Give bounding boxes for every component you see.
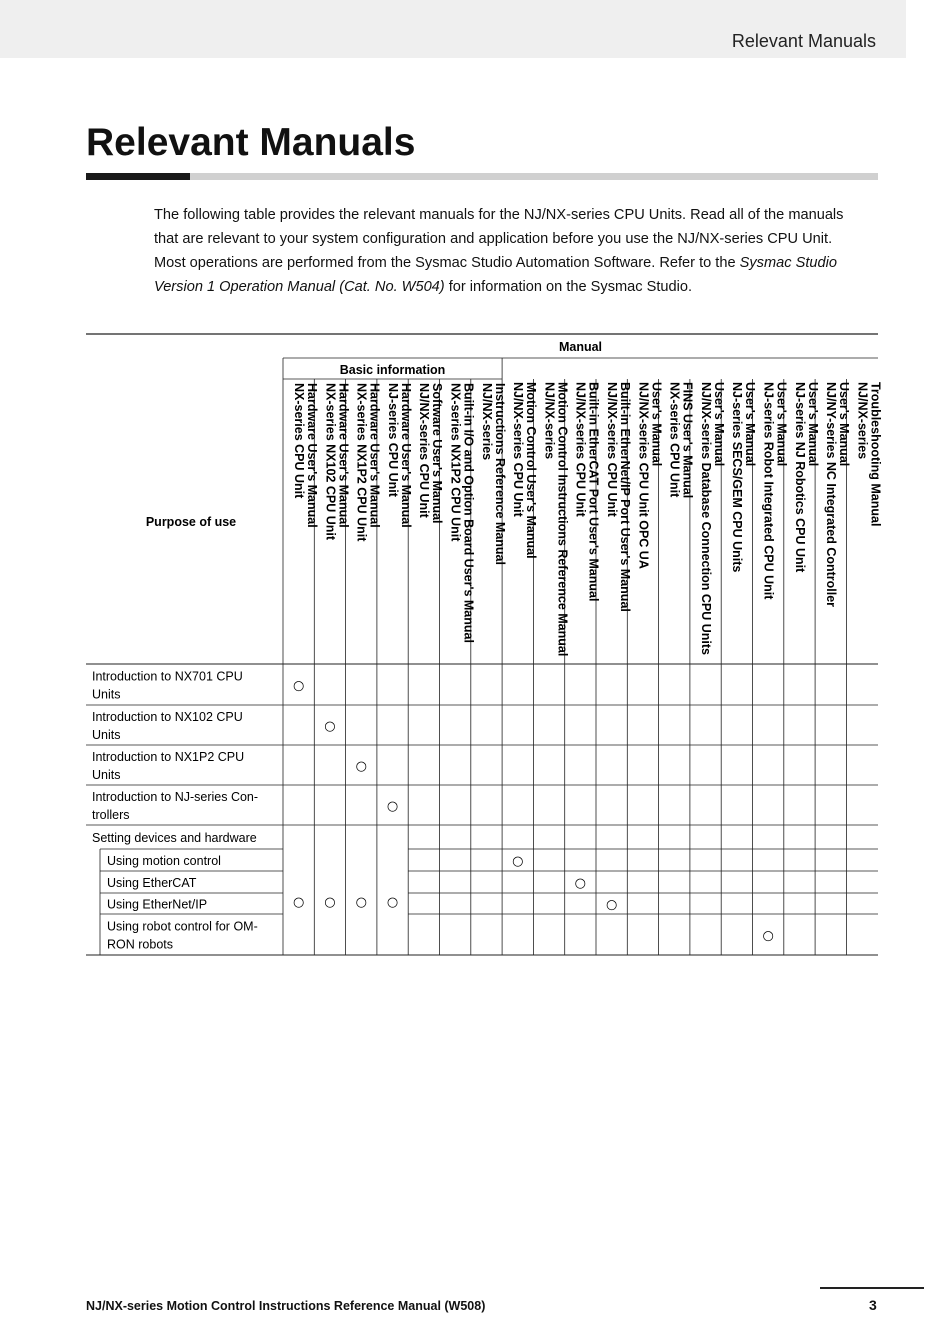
- column-header-10: Built-in EtherCAT Port User's Manual: [586, 382, 601, 602]
- column-header-18: NJ/NY-series NC Integrated Controller: [824, 382, 839, 608]
- row-label: Introduction to NJ-series Con-: [92, 790, 259, 804]
- column-header-8: Motion Control User's Manual: [524, 382, 539, 559]
- applicable-mark: ○: [324, 895, 336, 910]
- row-label: Introduction to NX102 CPU: [92, 710, 243, 724]
- column-header-4: Hardware User's Manual: [398, 383, 413, 528]
- column-header-13: NX-series CPU Unit: [667, 382, 682, 498]
- column-header-7: Instructions Reference Manual: [492, 383, 507, 565]
- column-header-19: NJ/NX-series: [855, 382, 870, 460]
- applicable-mark: ○: [355, 759, 367, 774]
- column-header-18: User's Manual: [837, 382, 852, 467]
- column-header-7: NJ/NX-series: [479, 383, 494, 461]
- column-header-4: NJ-series CPU Unit: [385, 383, 400, 497]
- column-header-16: User's Manual: [774, 382, 789, 467]
- row-label: trollers: [92, 808, 130, 822]
- page-number: 3: [869, 1297, 877, 1313]
- column-header-16: NJ-series Robot Integrated CPU Unit: [761, 382, 776, 600]
- row-label: Introduction to NX1P2 CPU: [92, 750, 245, 764]
- row-label: Using EtherCAT: [107, 876, 197, 890]
- header-section-title: Relevant Manuals: [731, 31, 876, 51]
- column-header-9: NJ/NX-series: [542, 382, 557, 460]
- column-header-3: NX-series NX1P2 CPU Unit: [354, 383, 369, 542]
- column-header-14: User's Manual: [711, 382, 726, 467]
- row-label: Units: [92, 687, 121, 702]
- applicable-mark: ○: [605, 897, 618, 913]
- applicable-mark: ○: [512, 854, 524, 869]
- row-label: Units: [92, 728, 121, 742]
- applicable-mark: ○: [574, 876, 587, 891]
- basic-info-header: Basic information: [339, 363, 446, 377]
- applicable-mark: ○: [355, 895, 367, 910]
- column-header-9: Motion Control Instructions Reference Manual: [555, 382, 570, 657]
- column-header-12: User's Manual: [649, 382, 664, 467]
- column-header-11: Built-in EtherNet/IP Port User's Manual: [618, 382, 632, 612]
- intro-paragraph-1: The following table provides the relevant manuals for the NJ/NX-series CPU Units. Read all of the manuals that are relevant to your system configuration and application before you use the NJ/NX-series CPU Unit.: [154, 207, 844, 247]
- applicable-mark: ○: [324, 719, 336, 734]
- column-header-15: NJ-series SECS/GEM CPU Units: [730, 382, 745, 573]
- applicable-mark: ○: [762, 928, 774, 944]
- column-header-5: Software User's Manual: [430, 383, 445, 524]
- column-header-6: Built-in I/O and Option Board User's Manual: [461, 383, 476, 643]
- applicable-mark: ○: [292, 678, 305, 694]
- column-header-5: NJ/NX-series CPU Unit: [417, 383, 432, 518]
- column-header-3: Hardware User's Manual: [367, 383, 382, 528]
- row-label: Setting devices and hardware: [92, 831, 257, 845]
- column-header-2: NX-series NX102 CPU Unit: [323, 383, 338, 541]
- applicable-mark: ○: [386, 799, 399, 814]
- applicable-mark: ○: [386, 895, 399, 910]
- column-header-13: FINS User's Manual: [680, 382, 695, 499]
- column-header-1: NX-series CPU Unit: [292, 383, 306, 499]
- footer-rule: [820, 1287, 924, 1289]
- row-label: Using EtherNet/IP: [107, 897, 208, 912]
- column-header-17: User's Manual: [805, 382, 820, 467]
- footer-manual-title: NJ/NX-series Motion Control Instructions Reference Manual (W508): [86, 1299, 486, 1313]
- column-header-1: Hardware User's Manual: [305, 383, 319, 528]
- row-label: Using motion control: [107, 854, 221, 868]
- row-label: Introduction to NX701 CPU: [92, 669, 243, 684]
- row-label: Units: [92, 768, 121, 782]
- column-header-2: Hardware User's Manual: [336, 383, 351, 528]
- column-header-6: NX-series NX1P2 CPU Unit: [448, 383, 463, 542]
- intro-p2-prefix: Most operations are performed from the Sysmac Studio Automation Software. Refer to the: [154, 255, 740, 271]
- row-label: RON robots: [107, 937, 173, 952]
- applicable-mark: ○: [292, 895, 305, 910]
- column-header-19: Troubleshooting Manual: [868, 382, 883, 527]
- column-header-12: NJ/NX-series CPU Unit OPC UA: [636, 382, 651, 569]
- column-header-15: User's Manual: [743, 382, 758, 467]
- sysmac-manual-reference: Sysmac Studio Version 1 Operation Manual (Cat. No. W504): [154, 255, 837, 295]
- column-header-10: NJ/NX-series CPU Unit: [573, 382, 588, 517]
- manual-header: Manual: [558, 340, 603, 354]
- column-header-14: NJ/NX-series Database Connection CPU Units: [698, 382, 713, 655]
- column-header-17: NJ-series NJ Robotics CPU Unit: [792, 382, 807, 573]
- row-label: Using robot control for OM-: [107, 919, 258, 934]
- column-header-11: NJ/NX-series CPU Unit: [605, 382, 619, 517]
- page-title: Relevant Manuals: [86, 121, 416, 164]
- purpose-of-use-header: Purpose of use: [145, 515, 237, 529]
- column-header-8: NJ/NX-series CPU Unit: [511, 382, 526, 517]
- intro-p2-suffix: for information on the Sysmac Studio.: [444, 279, 693, 295]
